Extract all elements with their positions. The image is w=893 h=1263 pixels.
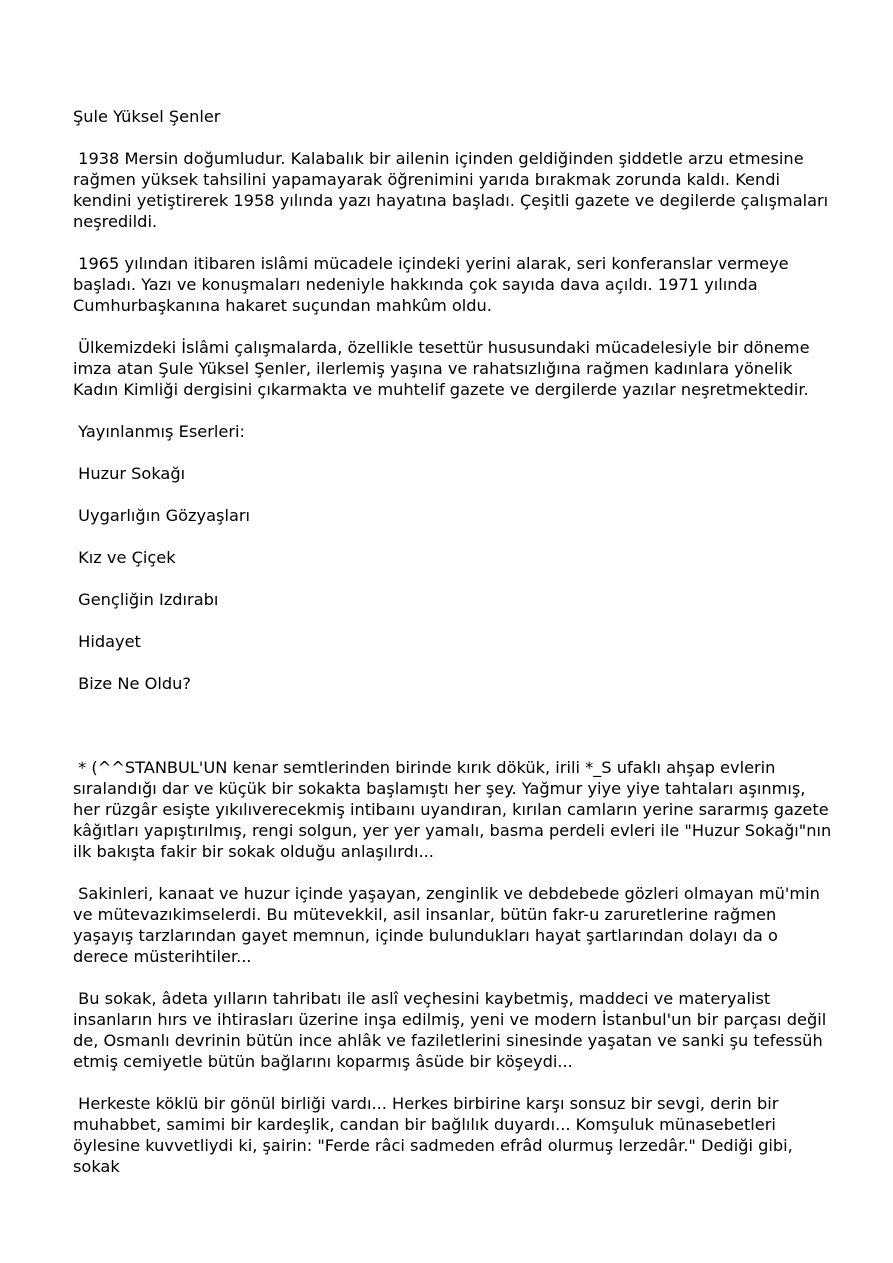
works-list — [73, 463, 833, 694]
works-list-item: Bize Ne Oldu? — [73, 674, 191, 693]
works-list-item: Huzur Sokağı — [73, 464, 186, 483]
story-paragraph-2: Sakinleri, kanaat ve huzur içinde yaşayan, zenginlik ve debdebede gözleri olmayan mü'min ve mütevazıkimselerdi. Bu mütevekkil, asil insanlar, bütün fakr-u zaruretlerine rağmen yaşayış tarzlarından gayet memnun, içinde bulundukları hayat şartlarından dolayı da o derece müsterihtiler... — [73, 884, 826, 966]
works-list-item: Hidayet — [73, 632, 141, 651]
bio-paragraph-3: Ülkemizdeki İslâmi çalışmalarda, özellikle tesettür hususundaki mücadelesiyle bir döneme imza atan Şule Yüksel Şenler, ilerlemiş yaşına ve rahatsızlığına rağmen kadınlara yönelik Kadın Kimliği dergisini çıkarmakta ve muhtelif gazete ve dergilerde yazılar neşretmektedir. — [73, 338, 815, 399]
works-heading: Yayınlanmış Eserleri: — [73, 422, 245, 441]
works-list-item: Kız ve Çiçek — [73, 548, 176, 567]
bio-paragraph-2: 1965 yılından itibaren islâmi mücadele içindeki yerini alarak, seri konferanslar vermeye başladı. Yazı ve konuşmaları nedeniyle hakkında çok sayıda dava açıldı. 1971 yılında Cumhurbaşkanına hakaret suçundan mahkûm oldu. — [73, 254, 794, 315]
section-spacer — [73, 715, 833, 757]
works-list-item: Gençliğin Izdırabı — [73, 590, 219, 609]
story-paragraph-3: Bu sokak, âdeta yılların tahribatı ile aslî veçhesini kaybetmiş, maddeci ve materyalist insanların hırs ve ihtirasları üzerine inşa edilmiş, yeni ve modern İstanbul'un bir parçası değil de, Osmanlı devrinin bütün ince ahlâk ve faziletlerini sinesinde yaşatan ve sanki şu tefessüh etmiş cemiyetle bütün bağlarını koparmış âsüde bir köşeydi... — [73, 989, 832, 1071]
author-name: Şule Yüksel Şenler — [73, 107, 221, 126]
story-paragraph-1: * (^^STANBUL'UN kenar semtlerinden birinde kırık dökük, irili *_S ufaklı ahşap evlerin sıralandığı dar ve küçük bir sokakta başlamıştı her şey. Yağmur yiye yiye tahtaları aşınmış, her rüzgâr esişte yıkılıverecekmiş intibaını uyandıran, kırılan camların yerine sararmış gazete kâğıtları yapıştırılmış, rengi solgun, yer yer yamalı, basma perdeli evleri ile "Huzur Sokağı"nın ilk bakışta fakir bir sokak olduğu anlaşılırdı... — [73, 758, 837, 861]
bio-paragraph-1: 1938 Mersin doğumludur. Kalabalık bir ailenin içinden geldiğinden şiddetle arzu etmesine rağmen yüksek tahsilini yapamayarak öğrenimini yarıda bırakmak zorunda kaldı. Kendi kendini yetiştirerek 1958 yılında yazı hayatına başladı. Çeşitli gazete ve degilerde çalışmaları neşredildi. — [73, 149, 834, 231]
works-list-item: Uygarlığın Gözyaşları — [73, 506, 251, 525]
text-column — [73, 106, 837, 1198]
story-paragraph-4: Herkeste köklü bir gönül birliği vardı... Herkes birbirine karşı sonsuz bir sevgi, derin bir muhabbet, samimi bir kardeşlik, candan bir bağlılık duyardı... Komşuluk münasebetleri öylesine kuvvetliydi ki, şairin: "Ferde râci sadmeden efrâd olurmuş lerzedâr." Dediği gibi, sokak — [73, 1094, 798, 1176]
